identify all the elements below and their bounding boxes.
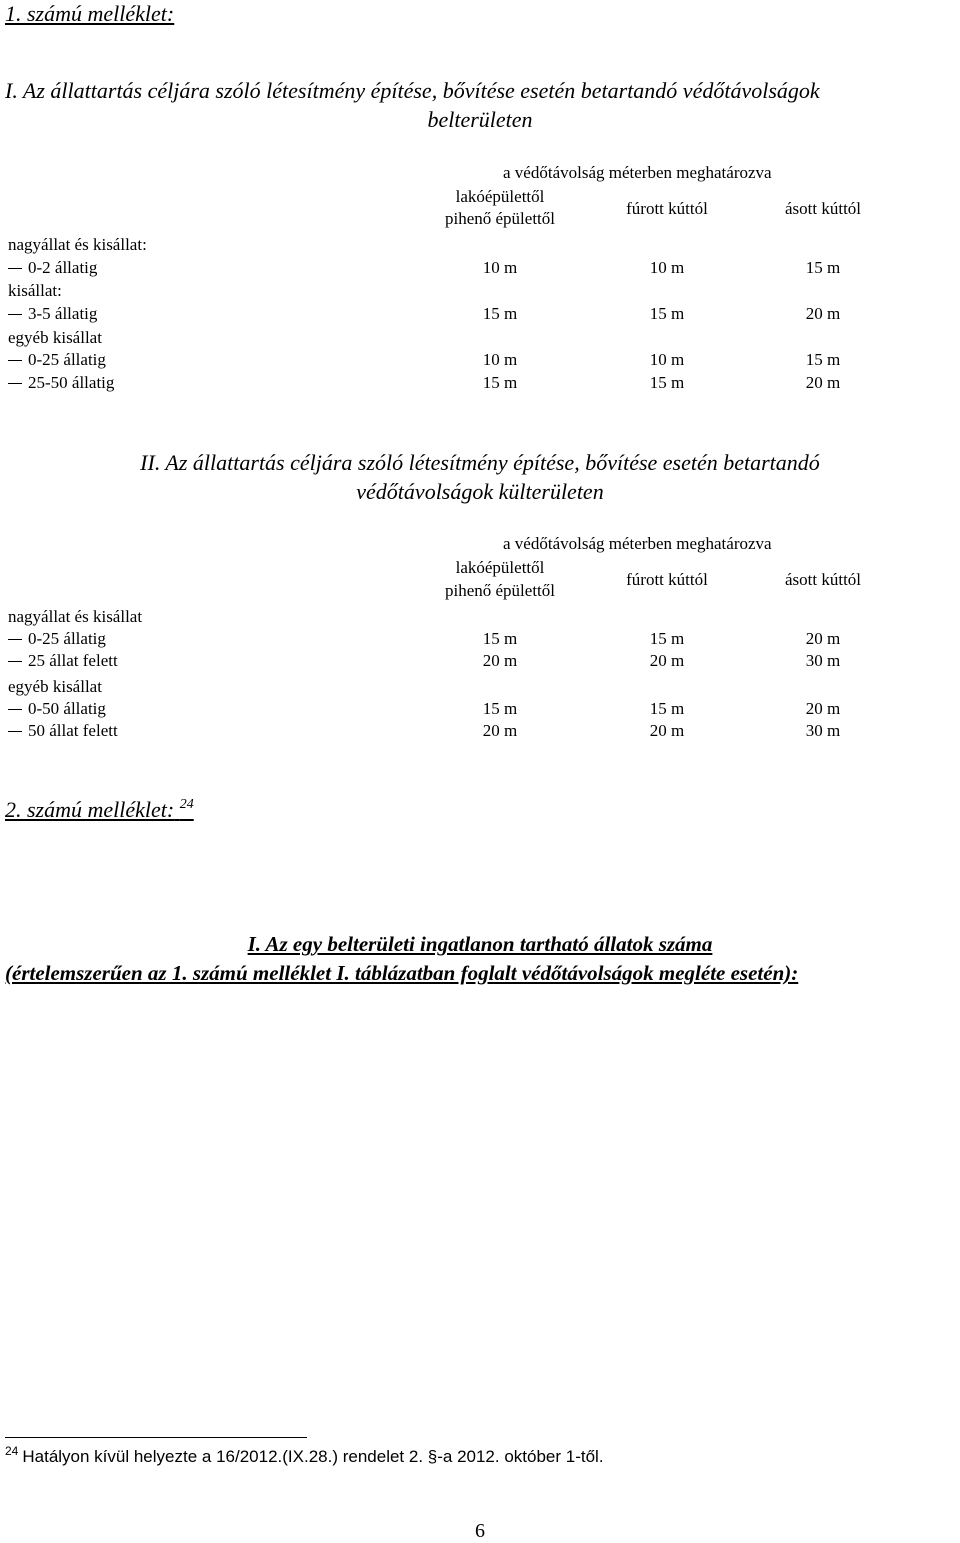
section1-row-label	[8, 304, 97, 324]
section1-title-line1: I. Az állattartás céljára szóló létesítmény építése, bővítése esetén betartandó védőtávolságok	[5, 78, 820, 103]
annex1-label: 1. számú melléklet:	[5, 1, 175, 26]
section1-row-label	[8, 373, 114, 393]
annex2-title-line1: I. Az egy belterületi ingatlanon tartható állatok száma	[247, 932, 713, 956]
section2-row-c3: 30 m	[805, 651, 841, 670]
section1-row-label	[8, 350, 106, 370]
section1-row-c3: 20 m	[805, 304, 841, 323]
section2-title-line1: II. Az állattartás céljára szóló létesítmény építése, bővítése esetén betartandó	[140, 450, 820, 475]
dash-mark	[8, 383, 22, 384]
dash-mark	[8, 661, 22, 662]
section1-group-label: nagyállat és kisállat:	[8, 235, 147, 254]
row-label-text: 0-50 állatig	[28, 699, 106, 718]
section1-row-label	[8, 258, 97, 278]
section1-header-col1-line1: lakóépülettől	[455, 187, 545, 206]
section2-row-c2: 15 m	[649, 699, 685, 718]
section1-header-col1-line2: pihenő épülettől	[444, 209, 555, 228]
section2-row-c2: 15 m	[649, 629, 685, 648]
section1-header-col3: ásott kúttól	[784, 199, 862, 218]
footnote-separator	[5, 1437, 307, 1438]
row-label-text: 3-5 állatig	[28, 304, 98, 323]
section2-row-label	[8, 629, 106, 649]
section2-group-label: nagyállat és kisállat	[8, 607, 143, 626]
section2-row-c3: 20 m	[805, 629, 841, 648]
section1-row-c3: 15 m	[805, 350, 841, 369]
dash-mark	[8, 731, 22, 732]
section2-header-col1-line2: pihenő épülettől	[444, 581, 555, 600]
annex2-label	[5, 797, 194, 823]
section2-row-label	[8, 651, 118, 671]
section2-row-c1: 20 m	[482, 651, 518, 670]
section2-header-col1-line1: lakóépülettől	[455, 558, 545, 577]
row-label-text: 0-25 állatig	[28, 350, 106, 369]
footnote-text: Hatályon kívül helyezte a 16/2012.(IX.28.) rendelet 2. §-a 2012. október 1-től.	[22, 1447, 604, 1466]
annex2-footnote-ref: 24	[179, 797, 194, 812]
section1-row-c2: 10 m	[649, 258, 685, 277]
section1-header-col2: fúrott kúttól	[626, 199, 708, 218]
section2-row-label	[8, 699, 106, 719]
section1-row-c1: 10 m	[482, 350, 518, 369]
section1-row-c2: 15 m	[649, 304, 685, 323]
section2-row-c1: 15 m	[482, 629, 518, 648]
row-label-text: 25-50 állatig	[28, 373, 115, 392]
section2-row-c2: 20 m	[649, 721, 685, 740]
section1-row-c1: 15 m	[482, 304, 518, 323]
section1-title-line2: belterületen	[427, 107, 533, 132]
section1-group-label: egyéb kisállat	[8, 328, 102, 347]
section2-row-c3: 30 m	[805, 721, 841, 740]
row-label-text: 25 állat felett	[28, 651, 118, 670]
section2-header-col2: fúrott kúttól	[626, 570, 708, 589]
annex2-label-text: 2. számú melléklet:	[5, 797, 175, 822]
section2-header-col3: ásott kúttól	[784, 570, 862, 589]
section1-group-label: kisállat:	[8, 281, 62, 300]
dash-mark	[8, 360, 22, 361]
section1-row-c2: 10 m	[649, 350, 685, 369]
section1-row-c3: 20 m	[805, 373, 841, 392]
section2-row-c2: 20 m	[649, 651, 685, 670]
section2-row-c3: 20 m	[805, 699, 841, 718]
dash-mark	[8, 268, 22, 269]
annex2-title-line2: (értelemszerűen az 1. számú melléklet I. táblázatban foglalt védőtávolságok megléte esetén):	[5, 961, 799, 985]
section1-row-c2: 15 m	[649, 373, 685, 392]
page-number: 6	[475, 1520, 485, 1542]
dash-mark	[8, 709, 22, 710]
row-label-text: 50 állat felett	[28, 721, 118, 740]
section2-row-label	[8, 721, 118, 741]
row-label-text: 0-2 állatig	[28, 258, 98, 277]
footnote-number: 24	[5, 1444, 19, 1458]
footnote	[5, 1444, 604, 1467]
dash-mark	[8, 314, 22, 315]
dash-mark	[8, 639, 22, 640]
section1-row-c3: 15 m	[805, 258, 841, 277]
section1-header-span: a védőtávolság méterben meghatározva	[503, 163, 772, 182]
section2-group-label: egyéb kisállat	[8, 677, 102, 696]
section1-row-c1: 10 m	[482, 258, 518, 277]
row-label-text: 0-25 állatig	[28, 629, 106, 648]
section1-row-c1: 15 m	[482, 373, 518, 392]
section2-header-span: a védőtávolság méterben meghatározva	[503, 534, 772, 553]
section2-title-line2: védőtávolságok külterületen	[356, 479, 604, 504]
section2-row-c1: 20 m	[482, 721, 518, 740]
section2-row-c1: 15 m	[482, 699, 518, 718]
